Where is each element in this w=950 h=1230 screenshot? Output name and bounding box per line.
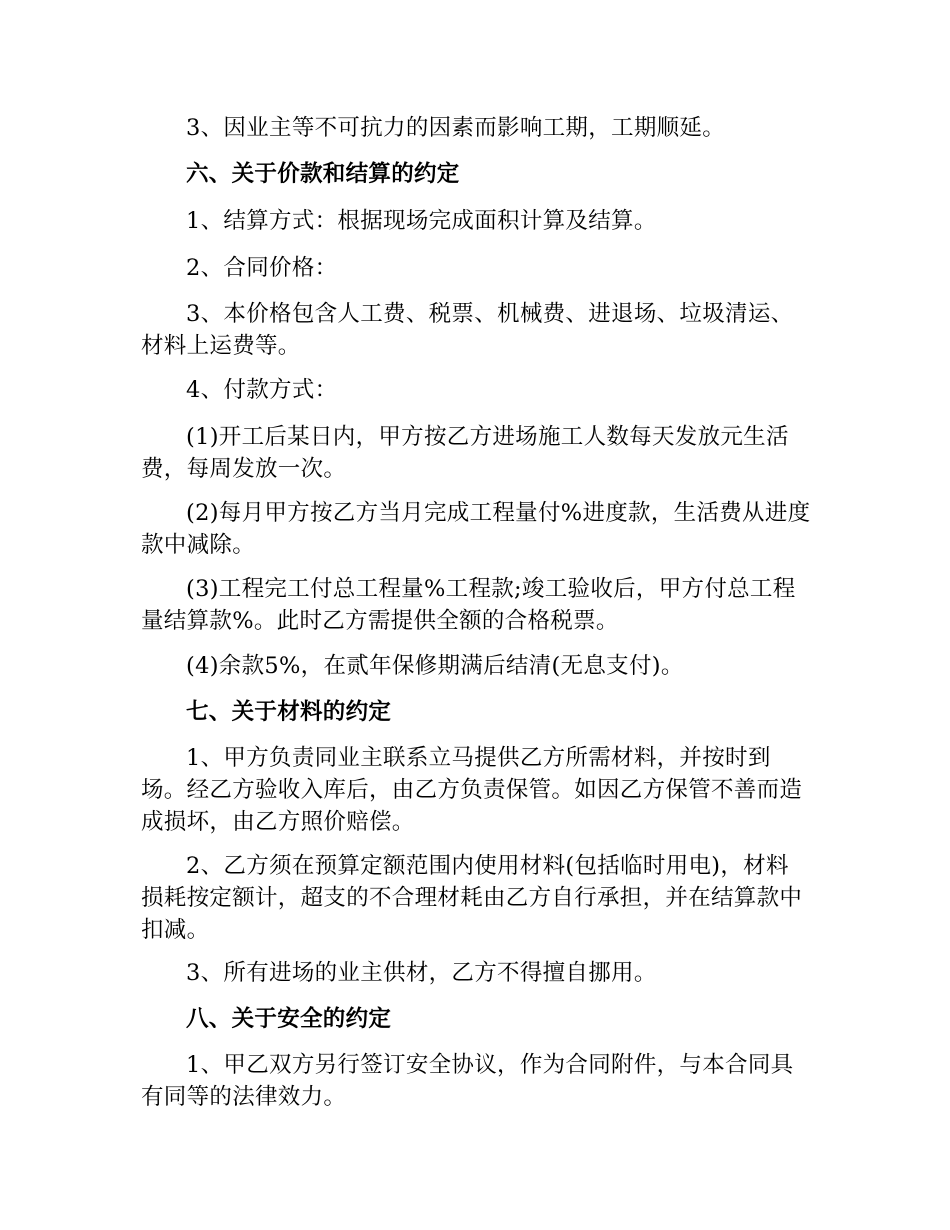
clause-1-safety-agreement: 1、甲乙双方另行签订安全协议，作为合同附件，与本合同具有同等的法律效力。 (141, 1052, 794, 1110)
section-heading-price-settlement: 六、关于价款和结算的约定 (186, 161, 460, 187)
payment-item-1: (1)开工后某日内，甲方按乙方进场施工人数每天发放元生活费，每周发放一次。 (141, 424, 789, 482)
clause-3-schedule-extension: 3、因业主等不可抗力的因素而影响工期，工期顺延。 (186, 115, 726, 141)
clause-3-price-inclusions: 3、本价格包含人工费、税票、机械费、进退场、垃圾清运、材料上运费等。 (141, 301, 794, 359)
section-heading-safety: 八、关于安全的约定 (186, 1006, 392, 1032)
clause-4-payment-method: 4、付款方式： (186, 377, 338, 403)
payment-item-2: (2)每月甲方按乙方当月完成工程量付%进度款，生活费从进度款中减除。 (141, 500, 811, 558)
payment-item-3: (3)工程完工付总工程量%工程款;竣工验收后，甲方付总工程量结算款%。此时乙方需提供全额的合格税票。 (141, 576, 796, 634)
clause-2-material-usage: 2、乙方须在预算定额范围内使用材料(包括临时用电)，材料损耗按定额计，超支的不合理材耗由乙方自行承担，并在结算款中扣减。 (141, 853, 803, 943)
clause-1-settlement-method: 1、结算方式：根据现场完成面积计算及结算。 (186, 208, 657, 234)
clause-3-owner-supplied-materials: 3、所有进场的业主供材，乙方不得擅自挪用。 (186, 960, 657, 986)
section-heading-materials: 七、关于材料的约定 (186, 699, 392, 725)
payment-item-4: (4)余款5%，在贰年保修期满后结清(无息支付)。 (186, 653, 684, 679)
clause-1-material-supply: 1、甲方负责同业主联系立马提供乙方所需材料，并按时到场。经乙方验收入库后，由乙方负责保管。如因乙方保管不善而造成损坏，由乙方照价赔偿。 (141, 745, 803, 835)
clause-2-contract-price: 2、合同价格： (186, 255, 338, 281)
